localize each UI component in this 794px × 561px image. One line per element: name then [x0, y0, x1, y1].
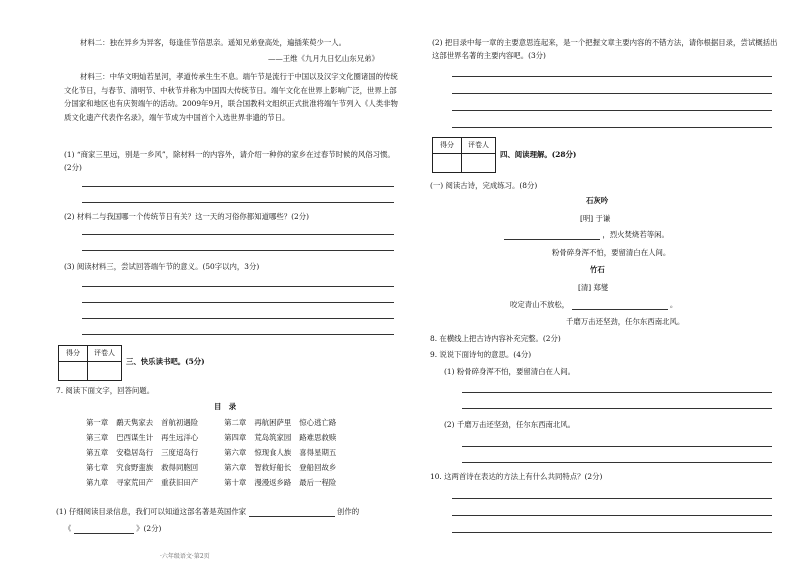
- toc-chapter-title: 惊心逃亡路: [299, 418, 337, 427]
- toc-chapter-title: 三度迢岛行: [161, 448, 199, 457]
- section-four-title: 四、阅读理解。(28分): [500, 150, 577, 159]
- toc-chapter-title: 再航困萨里: [254, 418, 292, 427]
- question-7-1-text: (1) 仔细阅读目录信息，我们可以知道这部名著是英国作家: [56, 507, 247, 516]
- answer-line[interactable]: [452, 76, 772, 77]
- poem-two-line-one: [510, 300, 677, 310]
- grader-cell[interactable]: [462, 154, 495, 172]
- score-cell[interactable]: [433, 154, 462, 172]
- toc-chapter-title: 路难思救赎: [299, 433, 337, 442]
- question-8: 8. 在横线上把古诗内容补充完整。(2分): [430, 334, 561, 343]
- poem-one-title: 石灰吟: [586, 196, 609, 205]
- answer-line[interactable]: [82, 202, 394, 203]
- toc-chapter-title: 惊现食人族: [254, 448, 292, 457]
- toc-chapter-title: 智救好船长: [254, 463, 292, 472]
- book-open-quote: 《: [64, 524, 72, 533]
- question-7-1-tail: 创作的: [336, 507, 360, 516]
- material-three: 材料三：中华文明灿若星河，孝道传承生生不息。端午节是流行于中国以及汉字文化圈诸国的传统文化节日，与春节、清明节、中秋节并称为中国四大传统节日。端午文化在世界上影响广泛，世界上部分国家和地区也有庆贺端午的活动。2009年9月，联合国教科文组织正式批准将端午节列入《人类非物质文化遗产代表作名录》，端午节成为中国首个入选世界非遗的节日。: [64, 72, 398, 122]
- question-9: 9. 说说下面诗句的意思。(4分): [430, 350, 532, 359]
- toc-chapter-title: 漫漫返乡路: [254, 478, 292, 487]
- toc-chapter-number: 第四章: [224, 433, 247, 442]
- material-two: 材料二：独在异乡为异客，每逢佳节倍思亲。遥知兄弟登高处，遍插茱萸少一人。: [80, 38, 347, 47]
- answer-line[interactable]: [452, 532, 772, 533]
- table-of-contents: [82, 415, 340, 490]
- toc-chapter-number: 第二章: [224, 418, 247, 427]
- toc-row: [82, 475, 340, 490]
- toc-chapter-title: 再生远洋心: [161, 433, 199, 442]
- toc-chapter-number: 第十章: [224, 478, 247, 487]
- toc-chapter-title: 巴西谋生计: [116, 433, 154, 442]
- toc-chapter-title: 最后一程险: [299, 478, 337, 487]
- toc-chapter-title: 喜得星期五: [299, 448, 337, 457]
- poem-two-line-one-tail: 。: [669, 300, 678, 309]
- toc-chapter-title: 寻家荒田产: [116, 478, 154, 487]
- answer-line[interactable]: [452, 498, 772, 499]
- answer-line[interactable]: [82, 250, 394, 251]
- answer-line[interactable]: [462, 408, 772, 409]
- toc-chapter-number: 第三章: [86, 433, 109, 442]
- poem-two-blank[interactable]: [572, 300, 668, 310]
- question-9-1: (1) 粉骨碎身浑不怕，要留清白在人间。: [444, 367, 576, 376]
- grader-cell[interactable]: [88, 362, 121, 380]
- answer-line[interactable]: [82, 334, 394, 335]
- question-3: (3) 阅读材料三，尝试回答端午节的意义。(50字以内，3分): [64, 262, 260, 271]
- toc-row: [82, 460, 340, 475]
- question-7-1: [56, 507, 359, 517]
- answer-line[interactable]: [462, 462, 772, 463]
- toc-chapter-number: 第六章: [224, 448, 247, 457]
- answer-line[interactable]: [82, 286, 394, 287]
- question-7-1-title: [64, 524, 161, 534]
- answer-line[interactable]: [452, 515, 772, 516]
- toc-chapter-title: 首航初遇险: [161, 418, 199, 427]
- toc-title: 目 录: [214, 402, 237, 411]
- question-2: (2) 材料二与我国哪一个传统节日有关？这一天的习俗你都知道哪些？(2分): [64, 212, 310, 221]
- poem-one-line-two: 粉骨碎身浑不怕，要留清白在人间。: [552, 248, 671, 257]
- toc-chapter-number: 第七章: [86, 463, 109, 472]
- toc-chapter-number: 第五章: [86, 448, 109, 457]
- author-blank[interactable]: [249, 507, 335, 517]
- toc-chapter-title: 究食野蛮族: [116, 463, 154, 472]
- question-10: 10. 这两首诗在表达的方法上有什么共同特点？(2分): [430, 472, 603, 481]
- poem-two-author: [清] 郑燮: [578, 283, 609, 292]
- answer-line[interactable]: [452, 127, 772, 128]
- toc-chapter-title: 安稳居岛行: [116, 448, 154, 457]
- grader-label: 评卷人: [94, 349, 115, 357]
- poem-one-author: [明] 于谦: [580, 214, 611, 223]
- toc-row: [82, 415, 340, 430]
- answer-line[interactable]: [462, 446, 772, 447]
- grader-label: 评卷人: [468, 141, 489, 149]
- poem-two-line-two: 千磨万击还坚劲，任尔东西南北风。: [566, 317, 685, 326]
- score-cell[interactable]: [59, 362, 88, 380]
- question-1: (1) “商家三里远，别是一乡风”，除材料一的内容外，请介绍一种你的家乡在过春节时候的风俗习惯。(2分): [64, 150, 395, 172]
- answer-line[interactable]: [82, 186, 394, 187]
- answer-line[interactable]: [82, 234, 394, 235]
- question-7: 7. 阅读下面文字，回答问题。: [56, 386, 155, 395]
- material-two-source: ——王维《九月九日忆山东兄弟》: [268, 54, 379, 63]
- toc-chapter-number: 第六章: [224, 463, 247, 472]
- toc-chapter-title: 重获旧田产: [161, 478, 199, 487]
- poem-two-title: 竹石: [590, 265, 605, 274]
- score-box: [58, 345, 122, 381]
- poem-one-line-one-tail: ，烈火焚烧若等闲。: [602, 230, 669, 239]
- toc-chapter-title: 鹬天隽家去: [116, 418, 154, 427]
- toc-chapter-number: 第一章: [86, 418, 109, 427]
- answer-line[interactable]: [462, 392, 772, 393]
- score-label: 得分: [59, 346, 88, 361]
- toc-chapter-title: 登船回故乡: [299, 463, 337, 472]
- right-column: [400, 0, 794, 561]
- toc-row: [82, 430, 340, 445]
- book-close-quote: 》(2分): [136, 524, 162, 533]
- answer-line[interactable]: [452, 93, 772, 94]
- answer-line[interactable]: [452, 110, 772, 111]
- question-7-2: (2) 把目录中每一章的主要意思连起来，是一个把握文章主要内容的不错方法，请你根据目录，尝试概括出这部世界名著的主要内容吧。(3分): [432, 38, 778, 60]
- book-title-blank[interactable]: [74, 524, 134, 534]
- section-three-title: 三、快乐读书吧。(5分): [126, 357, 205, 366]
- answer-line[interactable]: [82, 302, 394, 303]
- toc-chapter-title: 救得同胞回: [161, 463, 199, 472]
- page-footer: ·六年级语文·第2页: [160, 553, 210, 560]
- score-box: [432, 137, 496, 173]
- poem-one-line-one: [504, 230, 669, 240]
- part-one-title: (一) 阅读古诗，完成练习。(8分): [430, 181, 538, 190]
- poem-two-line-one-head: 咬定青山不放松，: [510, 300, 570, 309]
- toc-chapter-title: 荒岛筑家园: [254, 433, 292, 442]
- poem-one-blank[interactable]: [504, 230, 600, 240]
- toc-chapter-number: 第九章: [86, 478, 109, 487]
- answer-line[interactable]: [82, 318, 394, 319]
- score-label: 得分: [433, 138, 462, 153]
- toc-row: [82, 445, 340, 460]
- question-9-2: (2) 千磨万击还坚劲，任尔东西南北风。: [444, 420, 576, 429]
